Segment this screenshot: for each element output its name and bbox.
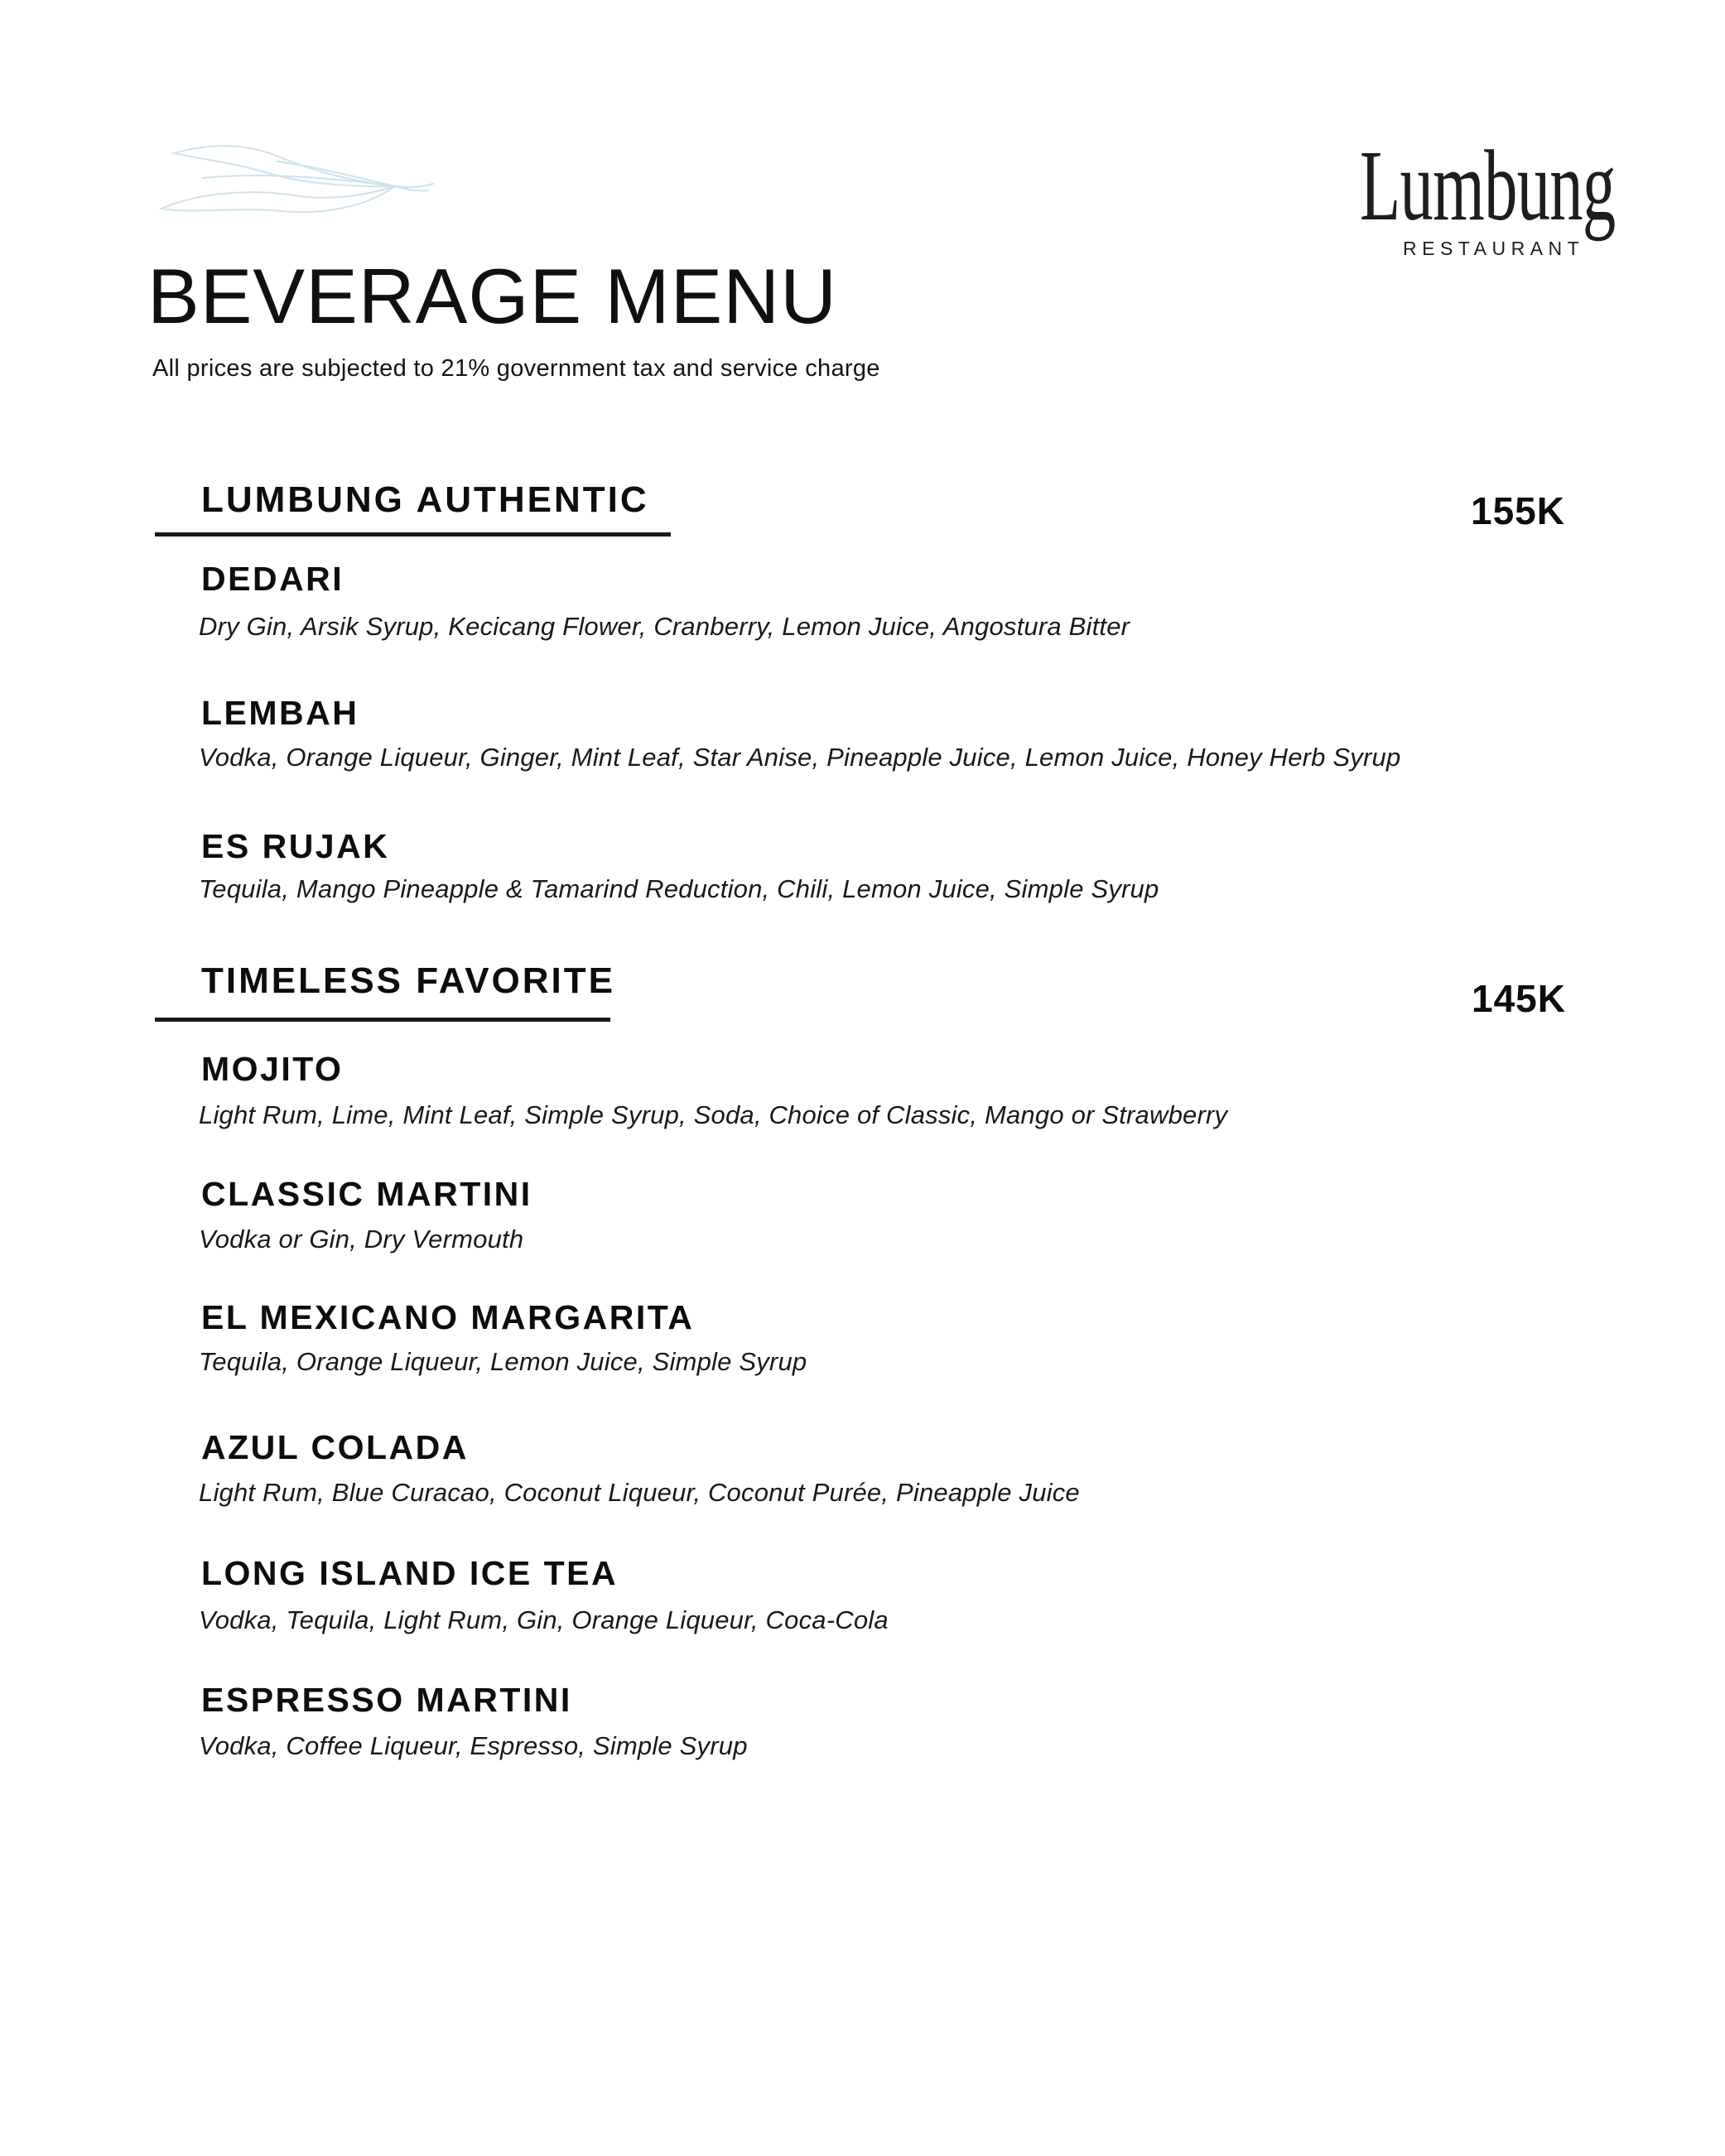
menu-item-ingredients: Vodka, Tequila, Light Rum, Gin, Orange Liqueur, Coca-Cola bbox=[199, 1605, 889, 1634]
menu-item-ingredients: Tequila, Orange Liqueur, Lemon Juice, Simple Syrup bbox=[199, 1347, 807, 1376]
tax-disclaimer: All prices are subjected to 21% government tax and service charge bbox=[152, 355, 880, 382]
menu-item-name: MOJITO bbox=[201, 1050, 344, 1088]
menu-item-ingredients: Vodka, Coffee Liqueur, Espresso, Simple Syrup bbox=[199, 1731, 748, 1760]
menu-item-name: ES RUJAK bbox=[201, 827, 390, 865]
menu-item-ingredients: Light Rum, Blue Curacao, Coconut Liqueur, Coconut Purée, Pineapple Juice bbox=[199, 1478, 1080, 1507]
menu-item-ingredients: Vodka, Orange Liqueur, Ginger, Mint Leaf, Star Anise, Pineapple Juice, Lemon Juice, Honey Herb Syrup bbox=[199, 743, 1401, 772]
wave-strokes bbox=[161, 146, 433, 212]
restaurant-logo-wordmark: Lumbung bbox=[1360, 130, 1616, 242]
section-heading: TIMELESS FAVORITE bbox=[201, 960, 616, 1001]
menu-item-ingredients: Dry Gin, Arsik Syrup, Kecicang Flower, Cranberry, Lemon Juice, Angostura Bitter bbox=[199, 612, 1130, 641]
menu-item-ingredients: Tequila, Mango Pineapple & Tamarind Reduction, Chili, Lemon Juice, Simple Syrup bbox=[199, 874, 1159, 903]
wave-leaves-graphic bbox=[153, 141, 435, 224]
menu-item-name: LONG ISLAND ICE TEA bbox=[201, 1554, 619, 1592]
menu-item-name: ESPRESSO MARTINI bbox=[201, 1681, 572, 1719]
menu-item-name: AZUL COLADA bbox=[201, 1428, 469, 1466]
menu-item-name: EL MEXICANO MARGARITA bbox=[201, 1298, 695, 1336]
menu-item-ingredients: Light Rum, Lime, Mint Leaf, Simple Syrup, Soda, Choice of Classic, Mango or Strawberry bbox=[199, 1100, 1228, 1129]
restaurant-logo-subtitle: RESTAURANT bbox=[1403, 238, 1585, 259]
section-underline bbox=[155, 1018, 610, 1022]
menu-item-name: DEDARI bbox=[201, 560, 345, 598]
section-price: 155K bbox=[1471, 489, 1565, 532]
menu-item-name: CLASSIC MARTINI bbox=[201, 1175, 532, 1213]
section-heading: LUMBUNG AUTHENTIC bbox=[201, 479, 649, 520]
page-title: BEVERAGE MENU bbox=[147, 253, 838, 339]
menu-item-ingredients: Vodka or Gin, Dry Vermouth bbox=[199, 1225, 524, 1254]
section-price: 145K bbox=[1472, 977, 1566, 1020]
menu-item-name: LEMBAH bbox=[201, 694, 359, 732]
section-underline bbox=[155, 532, 671, 537]
